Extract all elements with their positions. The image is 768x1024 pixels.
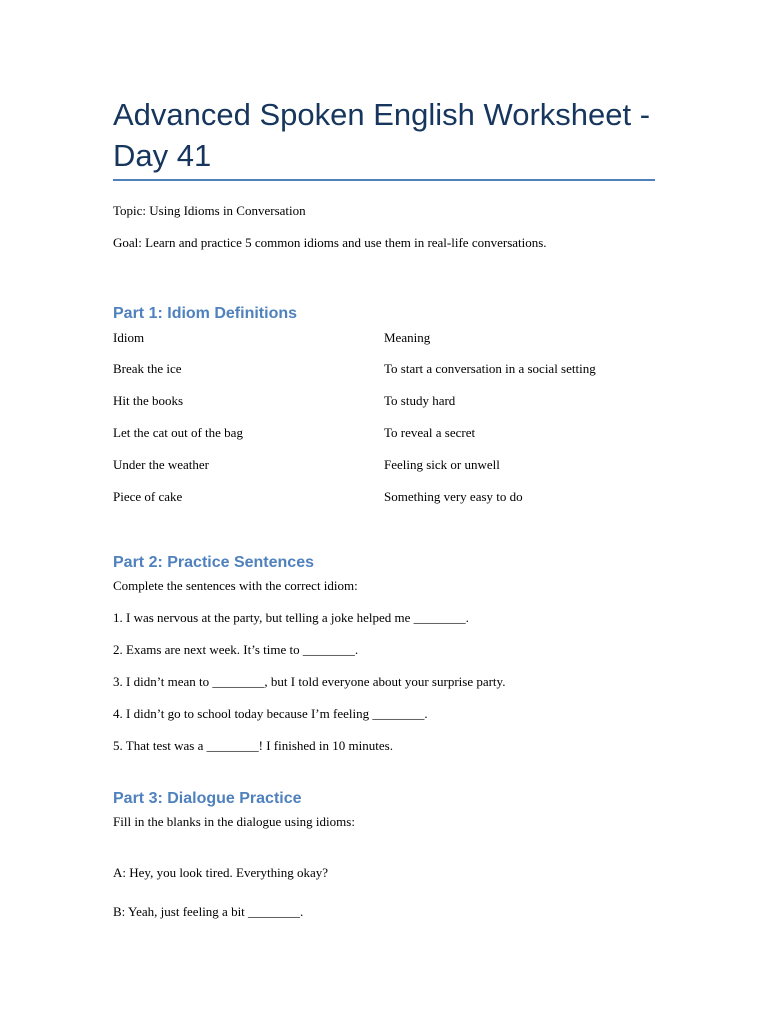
table-cell-meaning: Something very easy to do xyxy=(384,489,523,504)
title-underline xyxy=(113,179,655,181)
table-cell-idiom: Break the ice xyxy=(113,361,182,376)
part2-heading: Part 2: Practice Sentences xyxy=(113,554,314,571)
dialogue-line: A: Hey, you look tired. Everything okay? xyxy=(113,865,329,880)
part3-instruction: Fill in the blanks in the dialogue using idioms: xyxy=(113,814,355,829)
table-cell-meaning: To reveal a secret xyxy=(384,425,476,440)
part3-heading: Part 3: Dialogue Practice xyxy=(113,790,302,807)
table-header-idiom: Idiom xyxy=(113,330,145,345)
table-cell-idiom: Piece of cake xyxy=(113,489,183,504)
table-cell-idiom: Under the weather xyxy=(113,457,210,472)
table-cell-idiom: Hit the books xyxy=(113,393,184,408)
table-cell-meaning: To start a conversation in a social setting xyxy=(384,361,596,376)
goal-text: Goal: Learn and practice 5 common idioms and use them in real-life conversations. xyxy=(113,235,547,250)
practice-sentence: 4. I didn’t go to school today because I’m feeling ________. xyxy=(113,706,428,721)
page-title: Advanced Spoken English Worksheet - Day 41 xyxy=(113,97,651,173)
topic-text: Topic: Using Idioms in Conversation xyxy=(113,203,306,218)
practice-sentence: 5. That test was a ________! I finished in 10 minutes. xyxy=(113,738,393,753)
practice-sentence: 3. I didn’t mean to ________, but I told everyone about your surprise party. xyxy=(113,674,506,689)
practice-sentence: 1. I was nervous at the party, but telling a joke helped me ________. xyxy=(113,610,469,625)
table-cell-meaning: To study hard xyxy=(384,393,456,408)
part1-heading: Part 1: Idiom Definitions xyxy=(113,305,298,322)
dialogue-line: B: Yeah, just feeling a bit ________. xyxy=(113,904,304,919)
part2-instruction: Complete the sentences with the correct idiom: xyxy=(113,578,358,593)
table-cell-idiom: Let the cat out of the bag xyxy=(113,425,243,440)
table-header-meaning: Meaning xyxy=(384,330,431,345)
practice-sentence: 2. Exams are next week. It’s time to ________. xyxy=(113,642,359,657)
table-cell-meaning: Feeling sick or unwell xyxy=(384,457,500,472)
